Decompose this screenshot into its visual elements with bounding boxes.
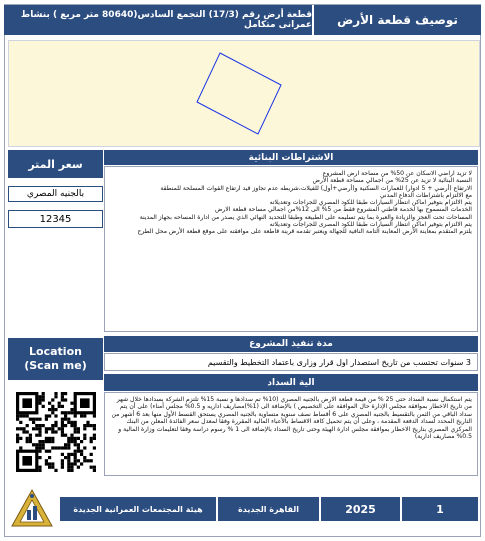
authority-logo-icon (8, 488, 56, 530)
price-title: سعر المتر (8, 150, 103, 178)
condition-line: المساحات تحت العجز والزيادة والعبرة بما يتم تسليمه على الطبيعه وطبقا للتحديد النهائي الذي يصدر من ادارة المساحه بجهاز المدينة (139, 213, 472, 221)
location-line2: (Scan me) (24, 359, 87, 372)
condition-line: يلتزم المتقدم بمعاينة الأرض المعاينة التامة النافية للجهالة ويعتبر تقدمه قرينة قاطعة على موافقته على موقع قطعة الأرض محل الطرح (137, 228, 472, 236)
condition-line: لا تزيد اراضي الاسكان عن 50% من مساحة ارض المشروع (322, 170, 472, 177)
location-line1: Location (29, 345, 82, 358)
footer-city: القاهرة الجديدة (218, 497, 319, 521)
plot-outline (197, 53, 281, 134)
payment-title: الية السداد (104, 374, 478, 391)
footer-year: 2025 (321, 497, 400, 521)
plot-map-svg (9, 41, 479, 146)
condition-line: يتم الالتزام بتوفير اماكن انتظار السيارات طبقا للكود المصرى للجراجات وتعديلاته (269, 221, 472, 229)
qr-code-icon[interactable] (16, 392, 96, 472)
location-label (8, 338, 103, 380)
building-conditions-title: الاشتراطات البنائية (104, 150, 478, 165)
building-conditions-box (104, 166, 478, 332)
duration-title: مدة تنفيذ المشروع (104, 336, 478, 352)
price-value: 12345 (8, 210, 103, 228)
qr-code-graphic (16, 392, 96, 472)
plot-map[interactable] (8, 40, 480, 147)
duration-text: 3 سنوات تحتسب من تاريخ استصدار اول قرار وزارى باعتماد التخطيط والتقسيم (104, 353, 478, 371)
price-currency: بالجنيه المصري (8, 186, 103, 202)
condition-line: مع الالتزام باشتراطات الدفاع المدني (379, 191, 472, 199)
section-title: توصيف قطعة الأرض (314, 5, 481, 35)
condition-line: النسبة البنائية لا تزيد عن 25% من اجمالي مساحة قطعة الأرض (312, 177, 472, 185)
plot-title: قطعة أرض رقم (17/3) التجمع السادس(80640 متر مربع ) بنشاط عمرانى متكامل (4, 5, 312, 35)
footer-organization: هيئة المجتمعات العمرانية الجديدة (60, 497, 216, 521)
condition-line: الارتفاع (أرضي + 5 ادوار) للعمارات السكنية و(أرضي+أول) للفيلات،شريطه عدم تجاوز قيد ارتفاع القوات المسلحة للمنطقة (160, 184, 472, 192)
condition-line: الخدمات المسموح بها لخدمة قاطني المشروع فقط من 5% الى 12%من اجمالي مساحة قطعة الارض (214, 206, 472, 214)
payment-text: يتم استكمال نسبة السداد حتى 25 % من قيمة قطعة الارض بالجنيه المصري (10% تم سدادها و نسبة 15% تلتزم الشركة بسدادها خلال شهر من تاريخ الاخطار بموافقة مجلس الإدارة حال الموافقة على التخصيص ) بالإضافة الى (1%)مصاريف اداريه و 0.5% مجلس أمناء) على أن يتم سداد الباقي من الثمن بالتقسيط بالجنيه المصري على 6 أقساط نصف سنوية متساوية بالجنيه المصري يستحق القسط الأول منها بعد 6 أشهر من التاريخ المحدد لسداد الدفعة المقدمة ، وعلى أن يتم تحميل كافة الاقساط بالأعباء المالية المقررة وفقا لمعدل سعر الفائدة المعلن من البنك المركزي المصري بتاريخ الاخطار بموافقة مجلس ادارة الهيئة وحتى تاريخ السداد بالإضافة الى 1 % رسوم دراسة وفقا لتعليمات وزارة المالية و 0.5% مصاريف ادارية) (104, 392, 478, 476)
footer-number: 1 (402, 497, 478, 521)
condition-line: يتم الالتزام بتوفير اماكن انتظار السيارات طبقا للكود المصري للجراجات وتعديلاته (269, 199, 472, 207)
